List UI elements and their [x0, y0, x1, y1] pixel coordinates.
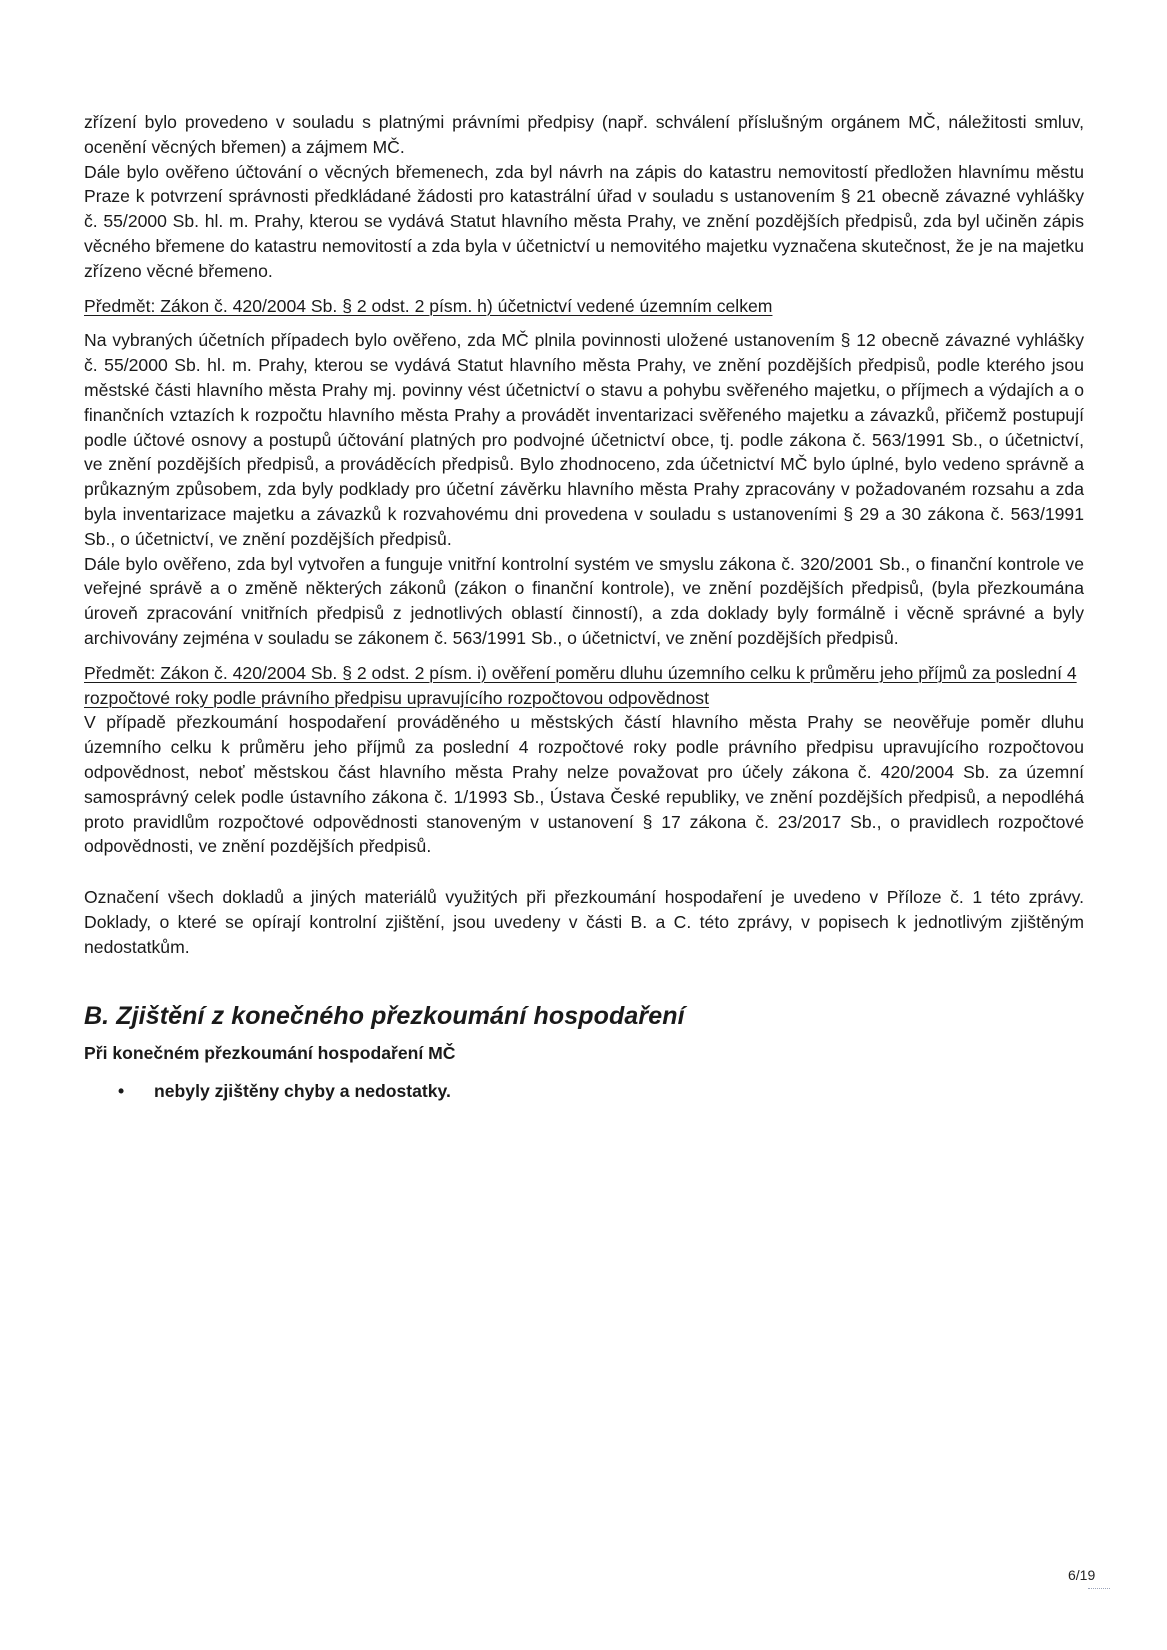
- paragraph-servitude-accounting: Dále bylo ověřeno účtování o věcných břemenech, zda byl návrh na zápis do katastru nemovitostí předložen hlavnímu městu Praze k potvrzení správnosti předkládané žádosti pro katastrální úřad v souladu s ustanovením § 21 obecně závazné vyhlášky č. 55/2000 Sb. hl. m. Prahy, kterou se vydává Statut hlavního města Prahy, ve znění pozdějších předpisů, zda byl učiněn zápis věcného břemene do katastru nemovitostí a zda byla v účetnictví u nemovitého majetku vyznačena skutečnost, že je na majetku zřízeno věcné břemeno.: [84, 161, 1084, 281]
- subject-heading-accounting: Předmět: Zákon č. 420/2004 Sb. § 2 odst. 2 písm. h) účetnictví vedené územním celkem: [84, 295, 773, 316]
- paragraph-accounting-verification: Na vybraných účetních případech bylo ověřeno, zda MČ plnila povinnosti uložené ustanovením § 12 obecně závazné vyhlášky č. 55/2000 Sb. hl. m. Prahy, kterou se vydává Statut hlavního města Prahy, ve znění pozdějších předpisů, podle kterého jsou městské části hlavního města Prahy mj. povinny vést účetnictví o stavu a pohybu svěřeného majetku, o příjmech a výdajích a o finančních vztazích k rozpočtu hlavního města Prahy a provádět inventarizaci svěřeného majetku a závazků, přičemž postupují podle účtové osnovy a postupů účtování platných pro podvojné účetnictví obce, tj. podle zákona č. 563/1991 Sb., o účetnictví, ve znění pozdějších předpisů, a prováděcích předpisů. Bylo zhodnoceno, zda účetnictví MČ bylo úplné, bylo vedeno správně a průkazným způsobem, zda byly podklady pro účetní závěrku hlavního města Prahy zpracovány v požadovaném rozsahu a zda byla inventarizace majetku a závazků k rozvahovému dni provedena v souladu s ustanoveními § 29 a 30 zákona č. 563/1991 Sb., o účetnictví, ve znění pozdějších předpisů.: [84, 330, 1084, 549]
- page-content: [84, 110, 1084, 1104]
- section-b-heading: B. Zjištění z konečného přezkoumání hospodaření: [84, 1001, 685, 1030]
- finding-text: nebyly zjištěny chyby a nedostatky.: [154, 1080, 451, 1101]
- findings-list: [84, 1078, 1084, 1104]
- page-corner-mark: [1088, 1588, 1110, 1589]
- page-number: 6/19: [1068, 1567, 1096, 1583]
- paragraph-servitude-establishment: zřízení bylo provedeno v souladu s platnými právními předpisy (např. schválení příslušným orgánem MČ, náležitosti smluv, ocenění věcných břemen) a zájmem MČ.: [84, 112, 1084, 157]
- paragraph-internal-control: Dále bylo ověřeno, zda byl vytvořen a funguje vnitřní kontrolní systém ve smyslu zákona č. 320/2001 Sb., o finanční kontrole ve veřejné správě a o změně některých zákonů (zákon o finanční kontrole), ve znění pozdějších předpisů, (byla přezkoumána úroveň zpracování vnitřních předpisů z jednotlivých oblastí činností), a zda doklady byly formálně i věcně správné a byly archivovány zejména v souladu se zákonem č. 563/1991 Sb., o účetnictví, ve znění pozdějších předpisů.: [84, 553, 1084, 648]
- section-b-lead: Při konečném přezkoumání hospodaření MČ: [84, 1042, 456, 1063]
- finding-item: [84, 1078, 1084, 1104]
- paragraph-documents-reference: Označení všech dokladů a jiných materiálů využitých při přezkoumání hospodaření je uvedeno v Příloze č. 1 této zprávy. Doklady, o které se opírají kontrolní zjištění, jsou uvedeny v části B. a C. této zprávy, v popisech k jednotlivým zjištěným nedostatkům.: [84, 887, 1084, 957]
- paragraph-debt-ratio: V případě přezkoumání hospodaření prováděného u městských částí hlavního města Prahy se neověřuje poměr dluhu územního celku k průměru jeho příjmů za poslední 4 rozpočtové roky podle právního předpisu upravujícího rozpočtovou odpovědnost, neboť městskou část hlavního města Prahy nelze považovat pro účely zákona č. 420/2004 Sb. za územní samosprávný celek podle ústavního zákona č. 1/1993 Sb., Ústava České republiky, ve znění pozdějších předpisů, a nepodléhá proto pravidlům rozpočtové odpovědnosti stanoveným v ustanovení § 17 zákona č. 23/2017 Sb., o pravidlech rozpočtové odpovědnosti, ve znění pozdějších předpisů.: [84, 712, 1084, 857]
- subject-heading-debt-ratio: Předmět: Zákon č. 420/2004 Sb. § 2 odst. 2 písm. i) ověření poměru dluhu územního celku k průměru jeho příjmů za poslední 4 rozpočtové roky podle právního předpisu upravujícího rozpočtovou odpovědnost: [84, 662, 1077, 708]
- bullet-icon: •: [118, 1080, 125, 1101]
